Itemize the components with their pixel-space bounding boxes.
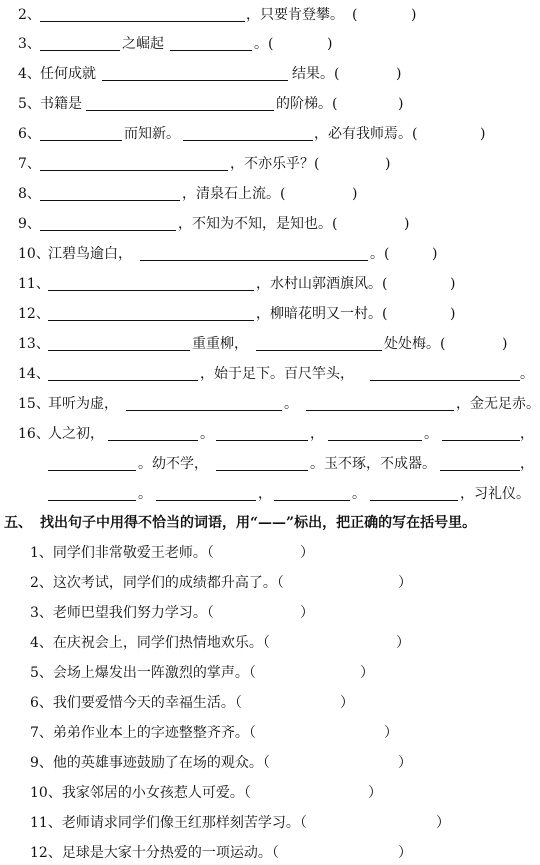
item-text: 。	[138, 486, 152, 502]
fill-blank[interactable]	[156, 500, 256, 501]
correction-item	[0, 812, 530, 834]
item-number: 10、	[18, 246, 50, 262]
item-text: 。玉不琢，不成器。	[310, 456, 436, 472]
correction-item	[0, 662, 530, 684]
fill-blank[interactable]	[442, 440, 520, 441]
correction-item	[0, 752, 530, 774]
item-number: 4、	[18, 66, 41, 82]
fill-item-13	[0, 333, 530, 355]
sentence-text: 2、这次考试，同学们的成绩都升高了。（	[30, 575, 284, 591]
fill-blank[interactable]	[48, 320, 254, 321]
correction-item	[0, 842, 530, 864]
fill-item-15	[0, 393, 540, 415]
paren-close[interactable]: ）	[340, 695, 354, 711]
fill-blank[interactable]	[440, 470, 520, 471]
fill-blank[interactable]	[48, 380, 198, 381]
sentence-text: 7、弟弟作业本上的字迹整整齐齐。（	[30, 725, 256, 741]
section-instruction: 找出句子中用得不恰当的词语，用“——”标出，把正确的写在括号里。	[40, 515, 477, 531]
fill-blank[interactable]	[274, 500, 350, 501]
fill-item-5	[0, 93, 530, 115]
paren-close[interactable]: ）	[396, 635, 410, 651]
fill-blank[interactable]	[108, 440, 198, 441]
sentence-text: 5、会场上爆发出一阵激烈的掌声。（	[30, 665, 256, 681]
item-text: 耳听为虚，	[48, 396, 118, 412]
fill-blank[interactable]	[40, 200, 180, 201]
item-text: ，金无足赤。	[456, 396, 540, 412]
fill-item-11	[0, 273, 530, 295]
item-text: ，习礼仪。	[460, 486, 530, 502]
fill-blank[interactable]	[48, 500, 136, 501]
paren-close: )	[450, 306, 456, 322]
item-text: 。	[200, 426, 214, 442]
item-number: 13、	[18, 336, 50, 352]
fill-blank[interactable]	[40, 170, 228, 171]
correction-item	[0, 722, 530, 744]
fill-blank[interactable]	[183, 140, 313, 141]
fill-blank[interactable]	[40, 50, 120, 51]
correction-item	[0, 542, 530, 564]
paren-close: )	[327, 36, 333, 52]
item-text: ，不知为不知，是知也。(	[178, 216, 338, 232]
fill-item-14	[0, 363, 534, 385]
section-5-heading	[0, 512, 530, 534]
paren-close: )	[352, 186, 358, 202]
paren-close[interactable]: ）	[368, 785, 382, 801]
paren-close: )	[411, 7, 417, 23]
fill-item-3	[0, 33, 530, 55]
fill-blank[interactable]	[48, 350, 190, 351]
item-text: 的阶梯。(	[276, 96, 338, 112]
item-number: 14、	[18, 366, 50, 382]
sentence-text: 10、我家邻居的小女孩惹人可爱。（	[30, 785, 251, 801]
paren-close[interactable]: ）	[384, 725, 398, 741]
fill-item-12	[0, 303, 530, 325]
fill-item-16-line-2	[0, 453, 534, 475]
paren-close: )	[398, 96, 404, 112]
fill-blank[interactable]	[140, 260, 368, 261]
item-text: ，	[258, 486, 272, 502]
paren-close: )	[385, 156, 391, 172]
paren-close[interactable]: ）	[398, 755, 412, 771]
item-text: ，	[310, 426, 324, 442]
fill-item-2	[0, 4, 530, 26]
correction-item	[0, 782, 530, 804]
fill-blank[interactable]	[40, 21, 245, 22]
sentence-text: 4、在庆祝会上，同学们热情地欢乐。（	[30, 635, 270, 651]
paren-close[interactable]: ）	[436, 815, 450, 831]
paren-open: (	[352, 7, 358, 23]
correction-item	[0, 632, 530, 654]
fill-blank[interactable]	[48, 470, 136, 471]
item-text: ，柳暗花明又一村。(	[256, 306, 388, 322]
fill-blank[interactable]	[126, 410, 282, 411]
fill-item-4	[0, 63, 530, 85]
sentence-text: 6、我们要爱惜今天的幸福生活。（	[30, 695, 242, 711]
item-text: 之崛起	[122, 36, 164, 52]
paren-close: )	[502, 336, 508, 352]
paren-close: )	[432, 246, 438, 262]
item-text: 而知新。	[124, 126, 180, 142]
fill-item-9	[0, 213, 530, 235]
fill-blank[interactable]	[86, 110, 274, 111]
paren-close[interactable]: ）	[398, 575, 412, 591]
fill-item-6	[0, 123, 530, 145]
fill-blank[interactable]	[216, 440, 308, 441]
fill-blank[interactable]	[328, 440, 422, 441]
item-text: 江碧鸟逾白，	[48, 246, 132, 262]
item-number: 11、	[18, 276, 50, 292]
sentence-text: 9、他的英雄事迹鼓励了在场的观众。（	[30, 755, 270, 771]
fill-blank[interactable]	[40, 230, 176, 231]
fill-item-8	[0, 183, 530, 205]
paren-close[interactable]: ）	[300, 605, 314, 621]
item-text: ，水村山郭酒旗风。(	[256, 276, 388, 292]
paren-close[interactable]: ）	[300, 545, 314, 561]
paren-close[interactable]: ）	[360, 665, 374, 681]
item-text: 。	[424, 426, 438, 442]
item-number: 2、	[18, 7, 41, 23]
fill-blank[interactable]	[370, 500, 458, 501]
item-text: 。	[520, 366, 534, 382]
sentence-text: 3、老师巴望我们努力学习。（	[30, 605, 214, 621]
fill-blank[interactable]	[370, 380, 520, 381]
fill-blank[interactable]	[306, 410, 454, 411]
item-text: 。	[284, 396, 298, 412]
fill-blank[interactable]	[40, 140, 122, 141]
correction-item	[0, 572, 530, 594]
item-text: ，	[520, 426, 534, 442]
item-text: 。(	[370, 246, 390, 262]
correction-item	[0, 602, 530, 624]
fill-item-16-line-3	[0, 483, 530, 505]
item-text: ，	[520, 456, 534, 472]
sentence-text: 11、老师请求同学们像王红那样刻苦学习。（	[30, 815, 307, 831]
item-text: 处处梅。(	[384, 336, 446, 352]
paren-close[interactable]: ）	[398, 845, 412, 861]
item-text: 。(	[254, 36, 274, 52]
correction-item	[0, 692, 530, 714]
item-number: 3、	[18, 36, 41, 52]
paren-close: )	[404, 216, 410, 232]
sentence-text: 1、同学们非常敬爱王老师。（	[30, 545, 214, 561]
item-text: 人之初，	[48, 426, 104, 442]
sentence-text: 12、足球是大家十分热爱的一项运动。（	[30, 845, 279, 861]
item-number: 9、	[18, 216, 41, 232]
item-text: 书籍是	[40, 96, 82, 112]
item-text: 。	[352, 486, 366, 502]
item-number: 12、	[18, 306, 50, 322]
fill-item-16	[0, 423, 534, 445]
item-number: 6、	[18, 126, 41, 142]
item-number: 16、	[18, 426, 50, 442]
section-number: 五、	[4, 515, 32, 531]
item-text: 重重柳，	[192, 336, 248, 352]
fill-blank[interactable]	[48, 290, 254, 291]
item-number: 15、	[18, 396, 50, 412]
paren-close: )	[480, 126, 486, 142]
fill-blank[interactable]	[216, 470, 308, 471]
fill-item-10	[0, 243, 530, 265]
paren-close: )	[396, 66, 402, 82]
item-text: ，必有我师焉。(	[314, 126, 418, 142]
item-text: ，只要肯登攀。	[246, 7, 344, 23]
item-text: 结果。(	[292, 66, 340, 82]
item-text: ，不亦乐乎？(	[230, 156, 320, 172]
item-text: 任何成就	[40, 66, 96, 82]
item-number: 8、	[18, 186, 41, 202]
fill-blank[interactable]	[170, 50, 252, 51]
item-text: ，清泉石上流。(	[182, 186, 286, 202]
item-text: ，始于足下。百尺竿头，	[200, 366, 354, 382]
fill-item-7	[0, 153, 530, 175]
fill-blank[interactable]	[256, 350, 382, 351]
item-text: 。幼不学，	[138, 456, 208, 472]
fill-blank[interactable]	[102, 80, 288, 81]
item-number: 7、	[18, 156, 41, 172]
paren-close: )	[450, 276, 456, 292]
item-number: 5、	[18, 96, 41, 112]
